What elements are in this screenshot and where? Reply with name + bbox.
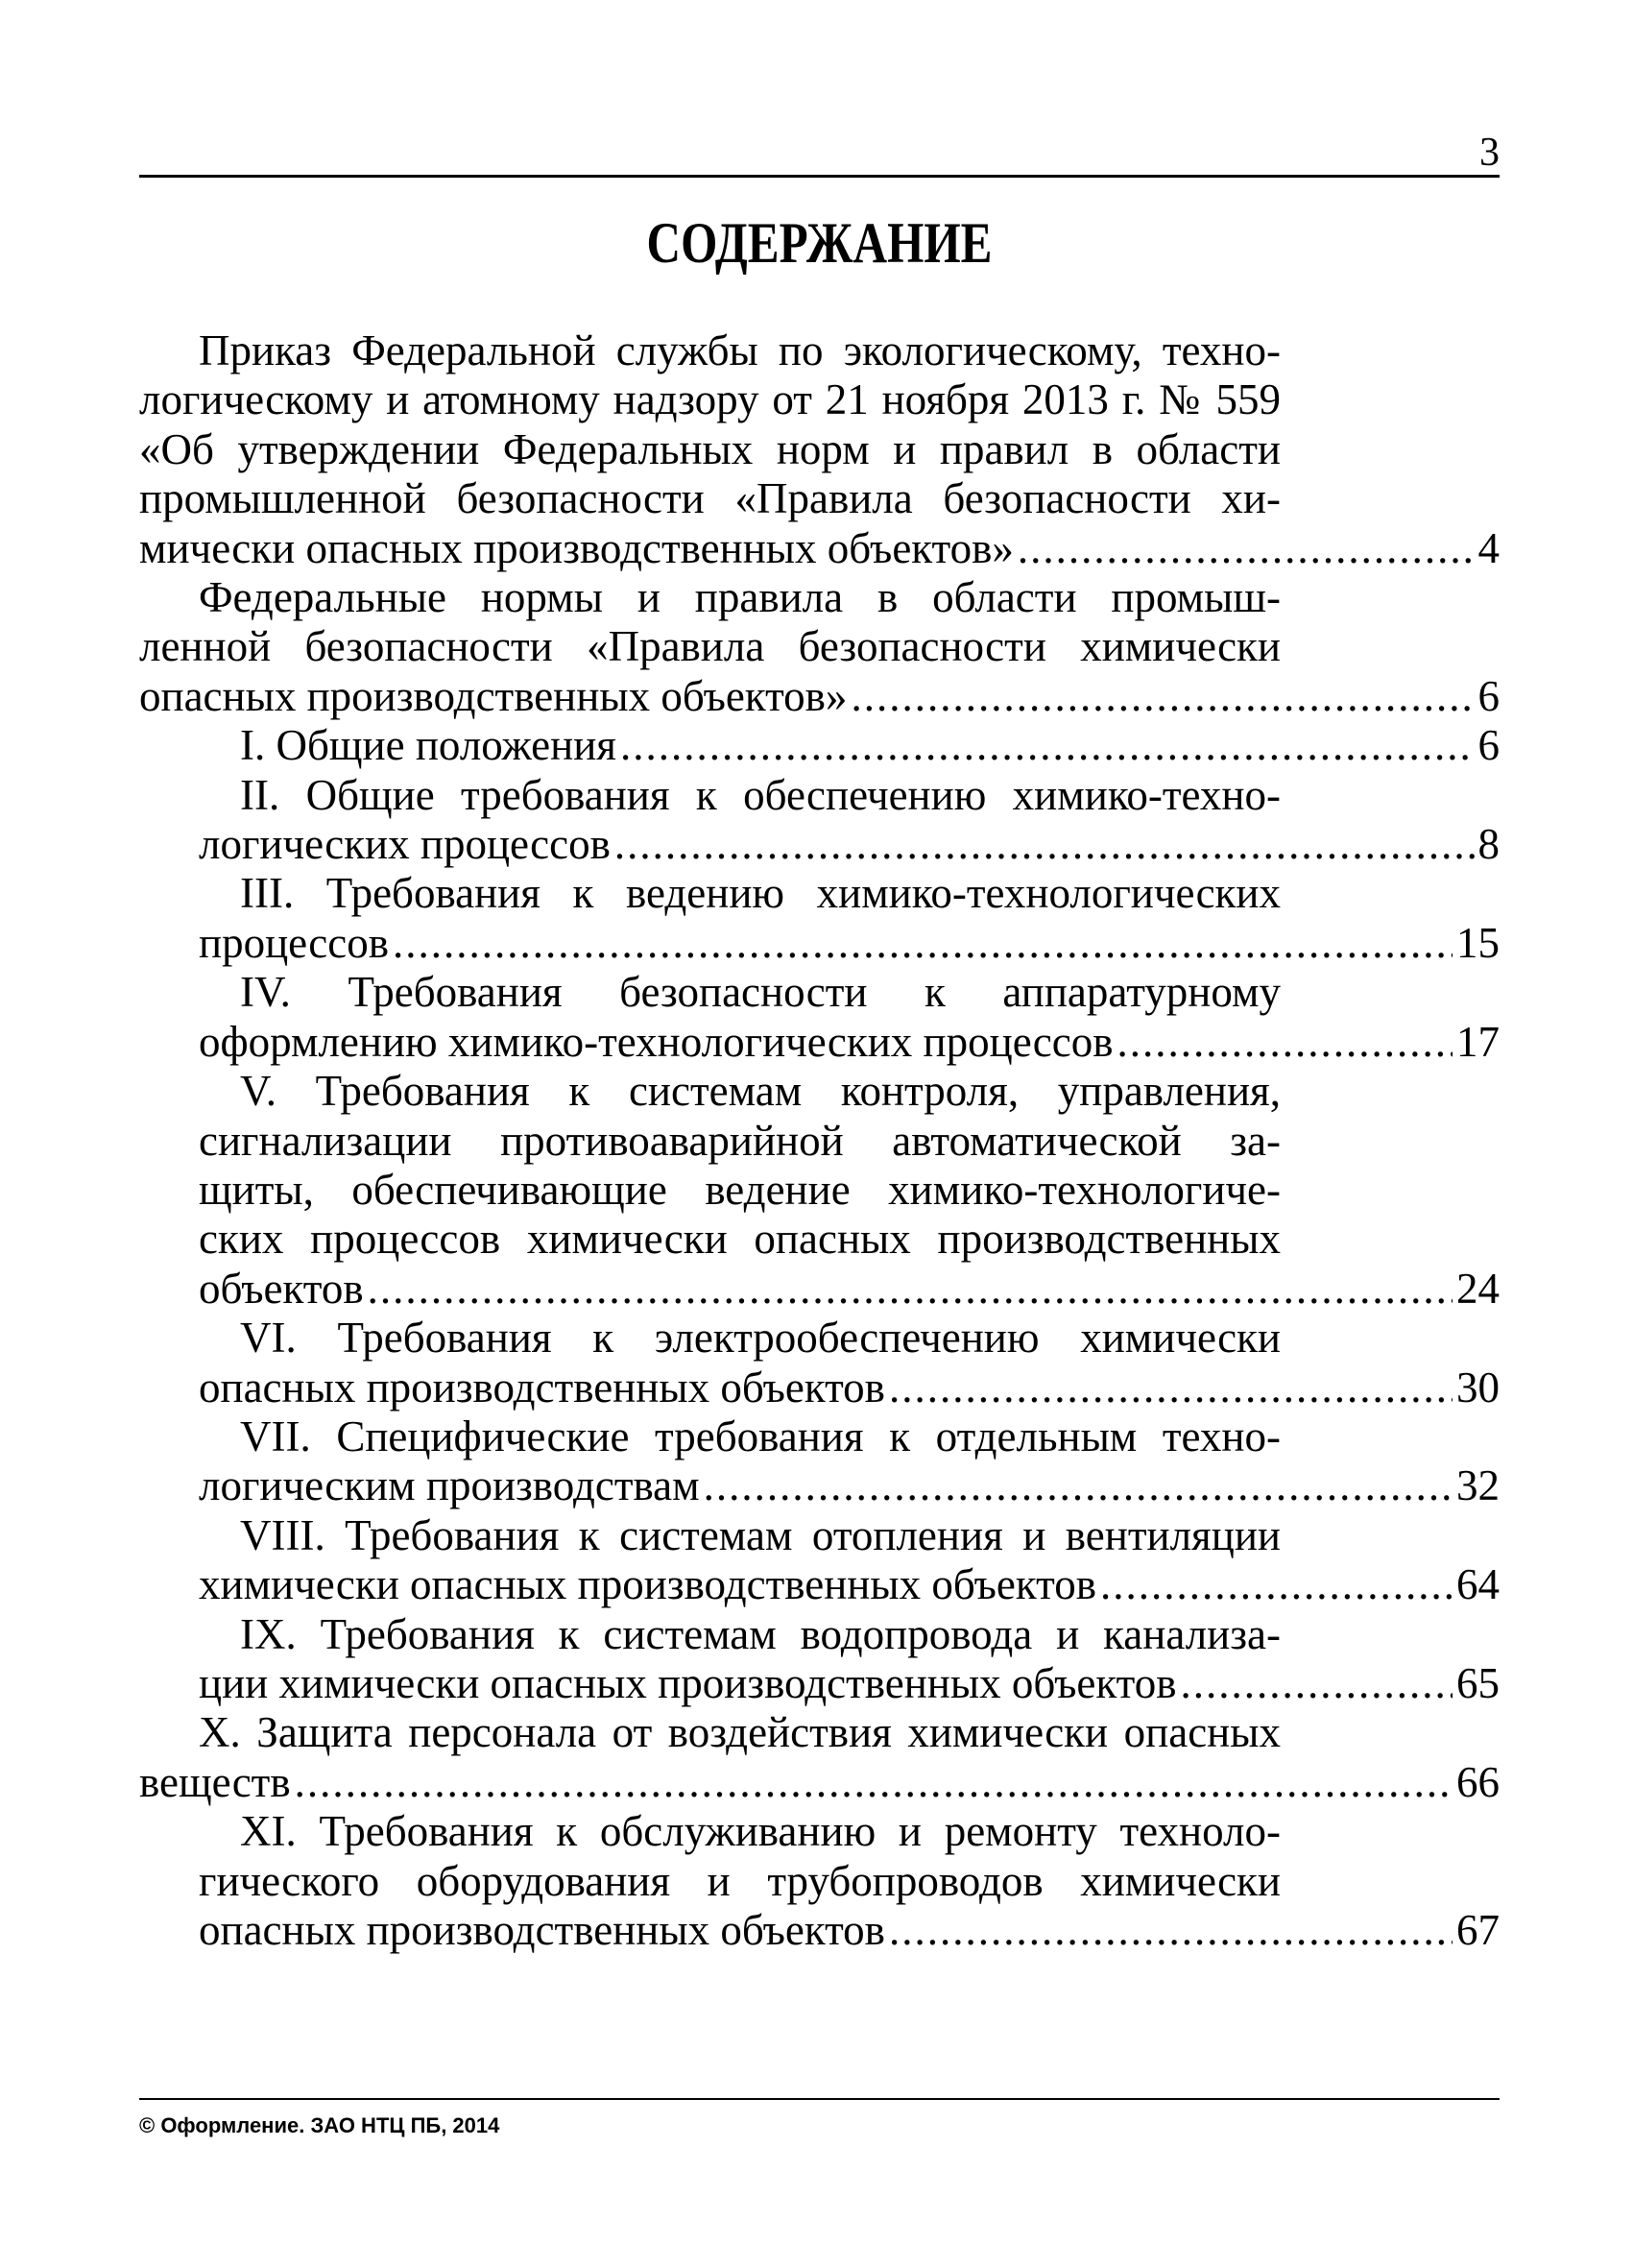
- toc-entry[interactable]: [139, 1314, 1500, 1412]
- toc-entry-last-line: [199, 1363, 1500, 1412]
- toc-entry-line: промышленной безопасности «Правила безопасности хи-: [139, 474, 1281, 523]
- toc-entry-title: опасных производственных объектов»: [139, 671, 848, 720]
- toc-entry-title: веществ: [139, 1757, 291, 1806]
- toc-entry[interactable]: [139, 869, 1500, 968]
- toc-entry-last-line: [199, 1906, 1500, 1955]
- dot-leader: [620, 721, 1475, 770]
- toc-page-number: 6: [1477, 671, 1500, 720]
- toc-entry[interactable]: [139, 1807, 1500, 1955]
- toc-entry-title: I. Общие положения: [240, 721, 616, 770]
- toc-page-number: 24: [1456, 1264, 1500, 1313]
- toc-entry-line: V. Требования к системам контроля, управления,: [240, 1067, 1281, 1116]
- toc-entry-title: опасных производственных объектов: [199, 1363, 885, 1411]
- page-title: СОДЕРЖАНИЕ: [646, 211, 993, 275]
- toc-entry-last-line: [139, 1758, 1500, 1807]
- toc-entry-line: Приказ Федеральной службы по экологическому, техно-: [199, 326, 1281, 374]
- toc-entry[interactable]: [139, 326, 1500, 573]
- toc-entry[interactable]: [139, 1511, 1500, 1610]
- toc-entry-last-line: [199, 1560, 1500, 1609]
- toc-entry-line: IV. Требования безопасности к аппаратурному: [240, 968, 1281, 1017]
- toc-entry-last-line: [199, 919, 1500, 968]
- toc-entry-last-line: [139, 672, 1500, 721]
- toc-page-number: 30: [1456, 1363, 1500, 1411]
- toc-page-number: 15: [1456, 918, 1500, 967]
- toc-entry-title: опасных производственных объектов: [199, 1906, 885, 1954]
- toc-entry-title: объектов: [199, 1264, 364, 1313]
- toc-entry-last-line: [199, 1659, 1500, 1708]
- footer-rule: [139, 2098, 1500, 2100]
- toc-entry-line: логическому и атомному надзору от 21 ноября 2013 г. № 559: [139, 375, 1281, 424]
- toc-entry-line: щиты, обеспечивающие ведение химико-технологиче-: [199, 1165, 1281, 1214]
- toc-entry[interactable]: [139, 1610, 1500, 1709]
- toc-entry[interactable]: [139, 771, 1500, 870]
- dot-leader: [889, 1906, 1453, 1955]
- toc-entry-title: оформлению химико-технологических процессов: [199, 1017, 1114, 1066]
- page-number: 3: [1479, 131, 1500, 175]
- dot-leader: [614, 820, 1475, 869]
- dot-leader: [1180, 1659, 1453, 1708]
- toc-entry-line: VI. Требования к электрообеспечению химически: [240, 1314, 1281, 1363]
- toc-entry-line: VIII. Требования к системам отопления и вентиляции: [240, 1510, 1281, 1559]
- dot-leader: [295, 1758, 1453, 1807]
- toc-entry-title: мически опасных производственных объектов»: [139, 523, 1014, 572]
- toc-entry[interactable]: [139, 573, 1500, 721]
- toc-entry[interactable]: [139, 1708, 1500, 1807]
- header-rule: [139, 175, 1500, 178]
- toc-entry[interactable]: [139, 721, 1500, 770]
- table-of-contents: [139, 326, 1500, 1955]
- toc-entry-line: гического оборудования и трубопроводов химически: [199, 1856, 1281, 1905]
- toc-entry-line: III. Требования к ведению химико-технологических: [240, 869, 1281, 918]
- toc-entry-last-line: [199, 1018, 1500, 1067]
- toc-page-number: 8: [1477, 820, 1500, 869]
- toc-entry-line: X. Защита персонала от воздействия химически опасных: [199, 1708, 1281, 1757]
- toc-page-number: 6: [1477, 721, 1500, 770]
- toc-page-number: 32: [1456, 1461, 1500, 1510]
- toc-entry-title: логическим производствам: [199, 1461, 700, 1510]
- toc-entry-line: ских процессов химически опасных производственных: [199, 1215, 1281, 1264]
- toc-entry-line: IX. Требования к системам водопровода и канализа-: [240, 1609, 1281, 1658]
- toc-page-number: 64: [1456, 1560, 1500, 1609]
- dot-leader: [393, 919, 1453, 968]
- toc-entry-last-line: [199, 820, 1500, 869]
- toc-entry-title: химически опасных производственных объектов: [199, 1560, 1096, 1609]
- toc-page-number: 4: [1477, 523, 1500, 572]
- toc-entry[interactable]: [139, 1067, 1500, 1314]
- toc-entry-last-line: [139, 524, 1500, 573]
- toc-entry-line: II. Общие требования к обеспечению химико-техно-: [240, 770, 1281, 819]
- dot-leader: [704, 1461, 1453, 1510]
- dot-leader: [368, 1265, 1453, 1314]
- toc-page-number: 67: [1456, 1906, 1500, 1954]
- toc-entry-line: VII. Специфические требования к отдельным техно-: [240, 1411, 1281, 1460]
- dot-leader: [1117, 1018, 1453, 1067]
- toc-entry-last-line: [199, 1265, 1500, 1314]
- toc-entry[interactable]: [139, 1412, 1500, 1511]
- toc-entry-line: ленной безопасности «Правила безопасности химически: [139, 622, 1281, 671]
- toc-entry-last-line: [240, 721, 1500, 770]
- toc-entry-line: «Об утверждении Федеральных норм и правил в области: [139, 424, 1281, 473]
- copyright-notice: © Оформление. ЗАО НТЦ ПБ, 2014: [139, 2113, 500, 2137]
- toc-page-number: 17: [1456, 1017, 1500, 1066]
- toc-entry-line: сигнализации противоаварийной автоматической за-: [199, 1116, 1281, 1165]
- toc-entry[interactable]: [139, 968, 1500, 1067]
- toc-entry-title: процессов: [199, 918, 389, 967]
- toc-page-number: 66: [1456, 1757, 1500, 1806]
- dot-leader: [889, 1363, 1453, 1412]
- dot-leader: [1018, 524, 1475, 573]
- toc-entry-title: ции химически опасных производственных объектов: [199, 1658, 1177, 1707]
- dot-leader: [851, 672, 1474, 721]
- toc-entry-line: Федеральные нормы и правила в области промыш-: [199, 573, 1281, 622]
- dot-leader: [1100, 1560, 1453, 1609]
- toc-entry-last-line: [199, 1461, 1500, 1510]
- toc-entry-title: логических процессов: [199, 820, 611, 869]
- toc-page-number: 65: [1456, 1658, 1500, 1707]
- toc-entry-line: XI. Требования к обслуживанию и ремонту техноло-: [240, 1807, 1281, 1856]
